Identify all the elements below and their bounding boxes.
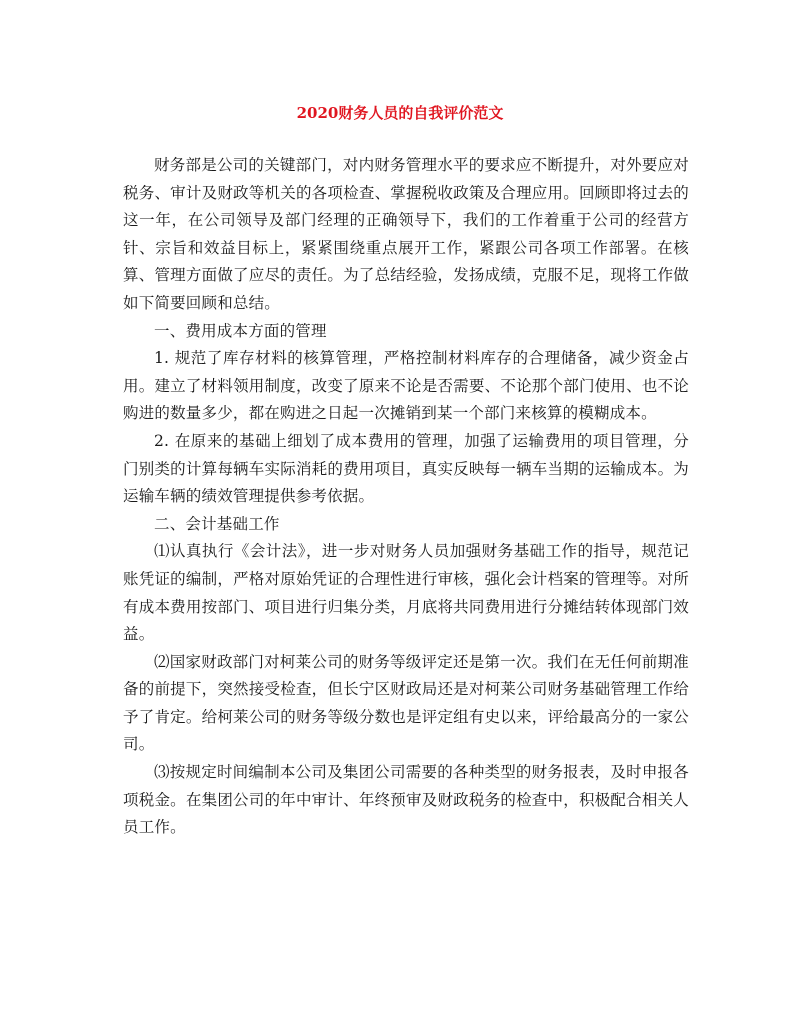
paragraph-sub-item-1: ⑴认真执行《会计法》，进一步对财务人员加强财务基础工作的指导，规范记账凭证的编制，严格对原始凭证的合理性进行审核，强化会计档案的管理等。对所有成本费用按部门、项目进行归集分类，月底将共同费用进行分摊结转体现部门效益。 [123,542,689,644]
paragraph-item-1: 1. 规范了库存材料的核算管理，严格控制材料库存的合理储备，减少资金占用。建立了材料领用制度，改变了原来不论是否需要、不论那个部门使用、也不论购进的数量多少，都在购进之日起一次摊销到某一个部门来核算的模糊成本。 [123,349,689,423]
paragraph-sub-item-3: ⑶按规定时间编制本公司及集团公司需要的各种类型的财务报表，及时申报各项税金。在集团公司的年中审计、年终预审及财政税务的检查中，积极配合相关人员工作。 [123,763,689,837]
intro-paragraph: 财务部是公司的关键部门，对内财务管理水平的要求应不断提升，对外要应对税务、审计及财政等机关的各项检查、掌握税收政策及合理应用。回顾即将过去的这一年，在公司领导及部门经理的正确领导下，我们的工作着重于公司的经营方针、宗旨和效益目标上，紧紧围绕重点展开工作，紧跟公司各项工作部署。在核算、管理方面做了应尽的责任。为了总结经验，发扬成绩，克服不足，现将工作做如下简要回顾和总结。 [123,156,689,312]
paragraph-sub-item-2: ⑵国家财政部门对柯莱公司的财务等级评定还是第一次。我们在无任何前期准备的前提下，突然接受检查，但长宁区财政局还是对柯莱公司财务基础管理工作给予了肯定。给柯莱公司的财务等级分数也是评定组有史以来，评给最高分的一家公司。 [123,652,689,754]
section-heading-accounting-basics: 二、会计基础工作 [154,514,280,533]
document-body [123,152,689,842]
document-title: 2020财务人员的自我评价范文 [296,104,504,122]
section-heading-cost-management: 一、费用成本方面的管理 [154,321,327,340]
paragraph-item-2: 2. 在原来的基础上细划了成本费用的管理，加强了运输费用的项目管理，分门别类的计算每辆车实际消耗的费用项目，真实反映每一辆车当期的运输成本。为运输车辆的绩效管理提供参考依据。 [123,431,689,506]
